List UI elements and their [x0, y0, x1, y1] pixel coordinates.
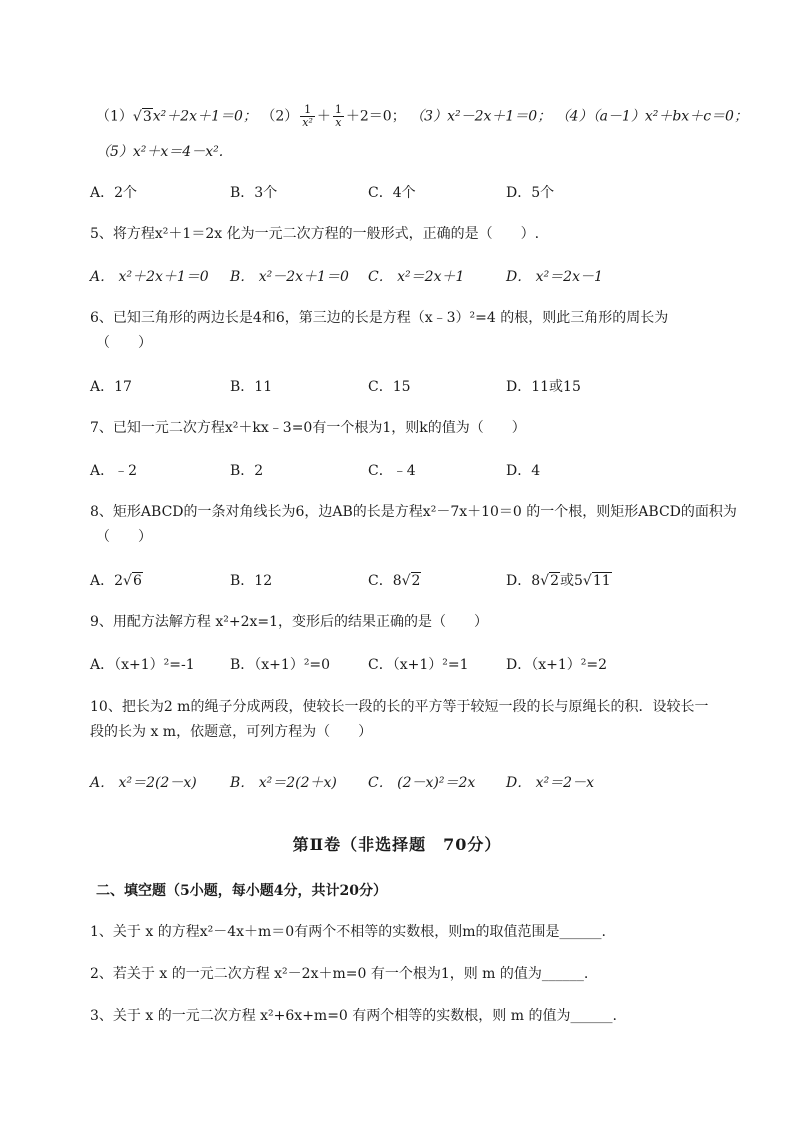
q8-stem-line-1: 8、矩形ABCD的一条对角线长为6，边AB的长是方程x²－7x＋10＝0 的一个根，则矩形ABCD的面积为 — [90, 504, 737, 520]
q6-stem-line-2: （ ） — [96, 335, 152, 351]
fill-question-3: 3、关于 x 的一元二次方程 x²+6x+m=0 有两个相等的实数根，则 m 的值为______. — [90, 1008, 617, 1024]
fill-question-2: 2、若关于 x 的一元二次方程 x²－2x＋m=0 有一个根为1，则 m 的值为______. — [90, 966, 589, 982]
q8-options — [90, 570, 710, 592]
q4-eq2-plus: ＋ — [316, 108, 331, 125]
q4-eq1-radicand: 3 — [142, 108, 152, 125]
q4-eq1-sqrt: √3 — [132, 108, 152, 125]
q4-eq1-number: （1） — [96, 108, 133, 125]
q4-option-a: A．2个 — [90, 185, 138, 201]
q6-option-b: B．11 — [230, 379, 273, 395]
q8-option-c: C．8√2 — [368, 573, 421, 589]
q6-option-d: D．11或15 — [506, 379, 581, 395]
q8-stem-line-2: （ ） — [96, 529, 152, 545]
q5-option-b: B． x²－2x＋1＝0 — [230, 269, 349, 285]
q8-option-a: A．2√6 — [90, 573, 142, 589]
q8-option-b: B．12 — [230, 573, 273, 589]
q4-options — [90, 182, 710, 204]
q5-option-a: A． x²＋2x＋1＝0 — [90, 269, 209, 285]
q6-option-a: A．17 — [90, 379, 132, 395]
q4-eq2-fraction-2: $\frac{1}{x}$ — [334, 103, 342, 129]
q4-eq3: （3）x²－2x＋1＝0； — [410, 108, 552, 125]
q4-eq5: （5）x²＋x＝4－x². — [96, 144, 224, 160]
q10-option-c: C． (2－x)²＝2x — [368, 775, 476, 791]
q6-stem-line-1: 6、已知三角形的两边长是4和6，第三边的长是方程（x﹣3）²=4 的根，则此三角形的周长为 — [90, 310, 669, 326]
q7-option-a: A．﹣2 — [90, 463, 138, 479]
q10-option-b: B． x²＝2(2＋x) — [230, 775, 337, 791]
q4-equations-line — [96, 104, 748, 129]
section-2-title: 二、填空题（5小题，每小题4分，共计20分） — [96, 883, 387, 899]
q5-options — [90, 266, 710, 288]
q4-eq2-number: （2） — [261, 108, 299, 125]
q9-option-d: D．（x+1）²=2 — [506, 657, 608, 673]
q10-stem-line-2: 段的长为 x m，依题意，可列方程为（ ） — [90, 724, 373, 740]
q6-option-c: C．15 — [368, 379, 411, 395]
q4-eq2-fraction-1: $\frac{1}{\text{x²}}$ — [302, 103, 313, 129]
q4-eq5-line — [96, 142, 223, 162]
q9-option-b: B．（x+1）²=0 — [230, 657, 331, 673]
q5-option-d: D． x²＝2x－1 — [506, 269, 603, 285]
q4-eq1-rest: x²＋2x＋1＝0； — [152, 108, 257, 125]
q7-option-c: C．﹣4 — [368, 463, 416, 479]
q5-stem: 5、将方程x²＋1＝2x 化为一元二次方程的一般形式，正确的是（ ）. — [90, 226, 540, 242]
q4-option-b: B．3个 — [230, 185, 278, 201]
q10-stem-line-1: 10、把长为2 m的绳子分成两段，使较长一段的长的平方等于较短一段的长与原绳长的积．设较长一 — [90, 699, 709, 715]
q9-options — [90, 654, 710, 676]
q7-option-d: D．4 — [506, 463, 541, 479]
q4-eq4: （4）（a－1）x²＋bx＋c＝0； — [555, 108, 748, 125]
q10-options — [90, 772, 710, 794]
q7-stem: 7、已知一元二次方程x²＋kx﹣3=0有一个根为1，则k的值为（ ） — [90, 420, 526, 436]
q10-option-a: A． x²＝2(2－x) — [90, 775, 197, 791]
q5-option-c: C． x²＝2x＋1 — [368, 269, 465, 285]
q4-option-d: D．5个 — [506, 185, 555, 201]
q8-option-d: D．8√2或5√11 — [506, 573, 611, 589]
q4-option-c: C．4个 — [368, 185, 416, 201]
q10-option-d: D． x²＝2－x — [506, 775, 594, 791]
q9-option-a: A．（x+1）²=-1 — [90, 657, 195, 673]
fill-question-1: 1、关于 x 的方程x²－4x＋m＝0有两个不相等的实数根，则m的取值范围是______. — [90, 924, 606, 940]
q7-option-b: B．2 — [230, 463, 264, 479]
part-2-title: 第Ⅱ卷（非选择题 70分） — [292, 835, 502, 854]
q9-stem: 9、用配方法解方程 x²+2x=1，变形后的结果正确的是（ ） — [90, 614, 489, 630]
q9-option-c: C．（x+1）²=1 — [368, 657, 469, 673]
q7-options — [90, 460, 710, 482]
q4-eq2-rest: ＋2＝0； — [345, 108, 406, 125]
q6-options — [90, 376, 710, 398]
